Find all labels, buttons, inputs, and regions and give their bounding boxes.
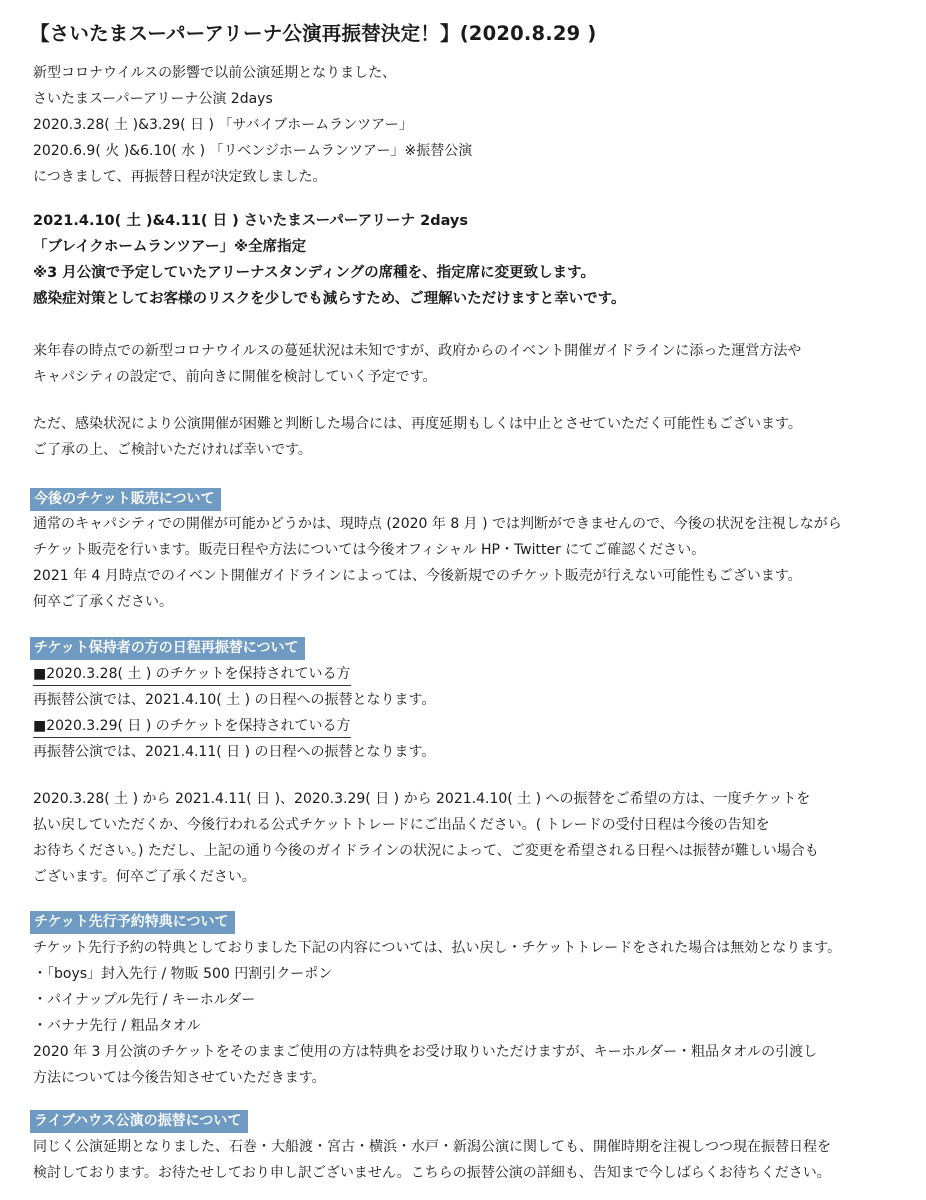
section-ticket-transfer-text <box>33 661 435 765</box>
paragraph-outlook <box>33 338 801 390</box>
announcement-line: ※3 月公演で予定していたアリーナスタンディングの席種を、指定席に変更致します。 <box>33 265 595 281</box>
section-heading-ticket-transfer: チケット保持者の方の日程再振替について <box>30 637 305 660</box>
note-line: 払い戻していただくか、今後行われる公式チケットトレードにご出品ください。( トレードの受付日程は今後の告知を <box>33 817 770 833</box>
section-heading-livehouse: ライブハウス公演の振替について <box>30 1110 248 1133</box>
section-line: 再振替公演では、2021.4.10( 土 ) の日程への振替となります。 <box>33 692 436 708</box>
note-line: ございます。何卒ご了承ください。 <box>33 869 256 885</box>
paragraph-cancellation <box>33 411 802 463</box>
note-line: 2020.3.28( 土 ) から 2021.4.11( 日 )、2020.3.29( 日 ) から 2021.4.10( 土 ) への振替をご希望の方は、一度チケットを <box>33 791 811 807</box>
transfer-note-text <box>33 786 819 890</box>
section-line: 再振替公演では、2021.4.11( 日 ) の日程への振替となります。 <box>33 744 436 760</box>
benefit-item: ・バナナ先行 / 粗品タオル <box>33 1018 201 1034</box>
paragraph-line: ご了承の上、ご検討いただければ幸いです。 <box>33 442 312 458</box>
section-livehouse-text <box>33 1134 831 1186</box>
section-line: チケット先行予約の特典としておりました下記の内容については、払い戻し・チケットトレードをされた場合は無効となります。 <box>33 940 842 956</box>
section-line: 何卒ご了承ください。 <box>33 594 173 610</box>
section-heading-benefits: チケット先行予約特典について <box>30 911 235 934</box>
section-line: チケット販売を行います。販売日程や方法については今後オフィシャル HP・Twitter にてご確認ください。 <box>33 542 706 558</box>
benefit-item: ・「boys」封入先行 / 物販 500 円割引クーポン <box>33 966 333 982</box>
section-line: 通常のキャパシティでの開催が可能かどうかは、現時点 (2020 年 8 月 ) では判断ができませんので、今後の状況を注視しながら <box>33 516 842 532</box>
section-line: 2020 年 3 月公演のチケットをそのままご使用の方は特典をお受け取りいただけますが、キーホルダー・粗品タオルの引渡し <box>33 1044 818 1060</box>
intro-text <box>33 60 472 190</box>
page-title: 【さいたまスーパーアリーナ公演再振替決定！】(2020.8.29 ) <box>30 22 597 45</box>
section-line: 検討しております。お待たせしており申し訳ございません。こちらの振替公演の詳細も、告知まで今しばらくお待ちください。 <box>33 1165 831 1181</box>
section-line: 2021 年 4 月時点でのイベント開催ガイドラインによっては、今後新規でのチケット販売が行えない可能性もございます。 <box>33 568 802 584</box>
section-line: 方法については今後告知させていただきます。 <box>33 1070 326 1086</box>
paragraph-line: 来年春の時点での新型コロナウイルスの蔓延状況は未知ですが、政府からのイベント開催ガイドラインに添った運営方法や <box>33 343 802 359</box>
announcement-line: 感染症対策としてお客様のリスクを少しでも減らすため、ご理解いただけますと幸いです。 <box>33 291 626 307</box>
intro-line: 新型コロナウイルスの影響で以前公演延期となりました、 <box>33 65 397 81</box>
note-line: お待ちください。) ただし、上記の通り今後のガイドラインの状況によって、ご変更を希望される日程へは振替が難しい場合も <box>33 843 819 859</box>
announcement-text <box>33 208 625 312</box>
paragraph-line: ただ、感染状況により公演開催が困難と判断した場合には、再度延期もしくは中止とさせていただく可能性もございます。 <box>33 416 802 432</box>
intro-line: さいたまスーパーアリーナ公演 2days <box>33 91 273 107</box>
intro-line: 2020.3.28( 土 )&3.29( 日 ) 「サバイブホームランツアー」 <box>33 117 413 133</box>
section-heading-ticket-sales: 今後のチケット販売について <box>30 488 221 511</box>
intro-line: につきまして、再振替日程が決定致しました。 <box>33 169 327 185</box>
announcement-line: 2021.4.10( 土 )&4.11( 日 ) さいたまスーパーアリーナ 2days <box>33 213 468 229</box>
intro-line: 2020.6.9( 火 )&6.10( 水 ) 「リベンジホームランツアー」※振替公演 <box>33 143 473 159</box>
section-benefits-text <box>33 935 841 1091</box>
section-ticket-sales-text <box>33 511 842 615</box>
paragraph-line: キャパシティの設定で、前向きに開催を検討していく予定です。 <box>33 369 437 385</box>
announcement-line: 「ブレイクホームランツアー」※全席指定 <box>33 239 307 255</box>
section-line: 同じく公演延期となりました、石巻・大船渡・宮古・横浜・水戸・新潟公演に関しても、開催時期を注視しつつ現在振替日程を <box>33 1139 831 1155</box>
ticket-holder-heading: ■2020.3.29( 日 ) のチケットを保持されている方 <box>33 715 351 738</box>
ticket-holder-heading: ■2020.3.28( 土 ) のチケットを保持されている方 <box>33 663 351 686</box>
benefit-item: ・パイナップル先行 / キーホルダー <box>33 992 256 1008</box>
